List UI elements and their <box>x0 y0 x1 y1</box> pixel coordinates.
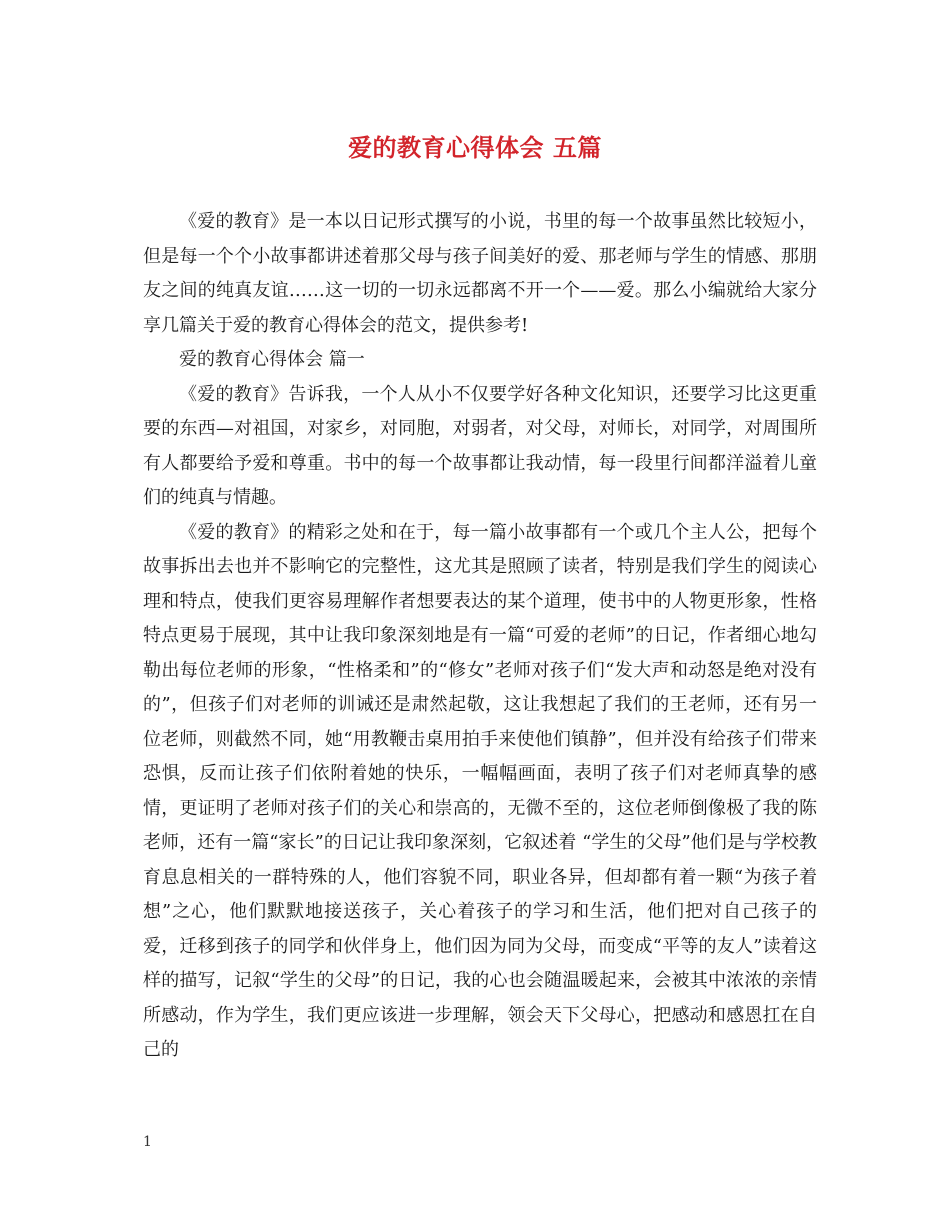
page-number: 1 <box>143 1134 152 1150</box>
document-title: 爱的教育心得体会 五篇 <box>348 133 602 162</box>
body-paragraph: 《爱的教育》告诉我，一个人从小不仅要学好各种文化知识，还要学习比这更重要的东西—对祖国，对家乡，对同胞，对弱者，对父母，对师长，对同学，对周围所有人都要给予爱和尊重。书中的每一个故事都让我动情，每一段里行间都洋溢着儿童们的纯真与情趣。 <box>143 383 817 508</box>
document-body <box>143 205 817 1068</box>
body-paragraph: 《爱的教育》的精彩之处和在于，每一篇小故事都有一个或几个主人公，把每个故事拆出去也并不影响它的完整性，这尤其是照顾了读者，特别是我们学生的阅读心理和特点，使我们更容易理解作者想要表达的某个道理，使书中的人物更形象，性格特点更易于展现，其中让我印象深刻地是有一篇“可爱的老师”的日记，作者细心地勾勒出每位老师的形象，“性格柔和”的“修女”老师对孩子们“发大声和动怒是绝对没有的”，但孩子们对老师的训诫还是肃然起敬，这让我想起了我们的王老师，还有另一位老师，则截然不同，她“用教鞭击桌用拍手来使他们镇静”，但并没有给孩子们带来恐惧，反而让孩子们依附着她的快乐，一幅幅画面，表明了孩子们对老师真挚的感情，更证明了老师对孩子们的关心和崇高的，无微不至的，这位老师倒像极了我的陈老师，还有一篇“家长”的日记让我印象深刻，它叙述着 “学生的父母”他们是与学校教育息息相关的一群特殊的人，他们容貌不同，职业各异，但却都有着一颗“为孩子着想”之心，他们默默地接送孩子，关心着孩子的学习和生活，他们把对自己孩子的爱，迁移到孩子的同学和伙伴身上，他们因为同为父母，而变成“平等的友人”读着这样的描写，记叙“学生的父母”的日记，我的心也会随温暖起来，会被其中浓浓的亲情所感动，作为学生，我们更应该进一步理解，领会天下父母心，把感动和感恩扛在自己的 <box>143 521 817 1060</box>
section-heading: 爱的教育心得体会 篇一 <box>179 349 365 370</box>
intro-paragraph: 《爱的教育》是一本以日记形式撰写的小说，书里的每一个故事虽然比较短小，但是每一个个小故事都讲述着那父母与孩子间美好的爱、那老师与学生的情感、那朋友之间的纯真友谊……这一切的一切永远都离不开一个——爱。那么小编就给大家分享几篇关于爱的教育心得体会的范文，提供参考! <box>143 211 817 336</box>
